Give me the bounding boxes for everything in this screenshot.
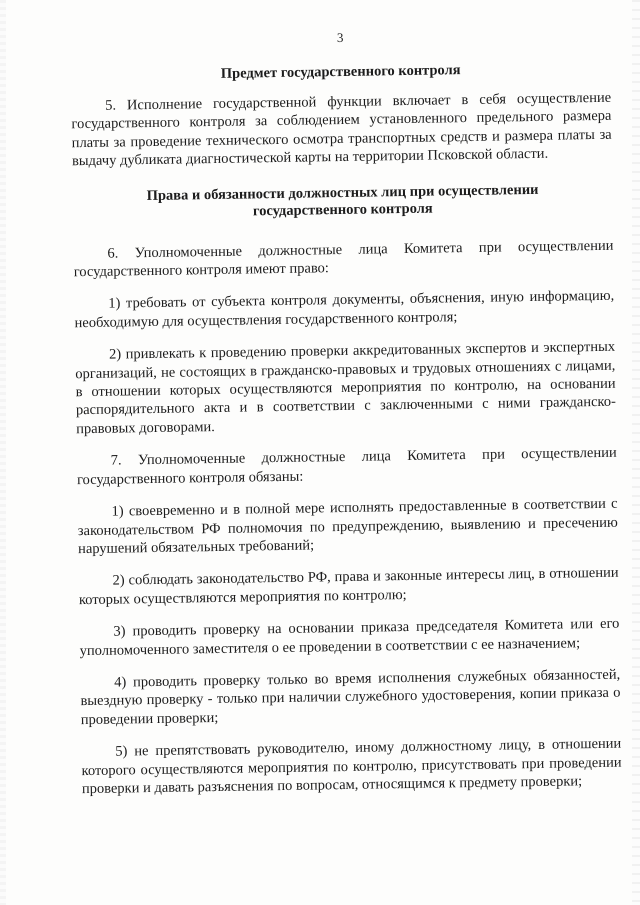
paragraph-6-item-2: 2) привлекать к проведению проверки аккредитованных экспертов и экспертных организаций, не состоящих в гражданско-правовых и трудовых отношениях с лицами, в отношении которых осуществляются мероприятия по контролю, на основании распорядительного акта и в соответствии с заключенными с ними гражданско-правовых договорами.: [75, 338, 617, 438]
section-heading-subject: Предмет государственного контроля: [220, 62, 461, 82]
paragraph-7-item-1: 1) своевременно и в полной мере исполнять предоставленные в соответствии с законодательством РФ полномочия по предупреждению, выявлению и пресечению нарушений обязательных требований;: [77, 495, 618, 558]
paragraph-5: 5. Исполнение государственной функции включает в себя осуществление государственного контроля за соблюдением установленного предельного размера платы за проведение технического осмотра транспортных средств и размера платы за выдачу дубликата диагностической карты на территории Псковской области.: [71, 89, 612, 170]
paragraph-6-item-1: 1) требовать от субъекта контроля документы, объяснения, иную информацию, необходимую для осуществления государственного контроля;: [74, 288, 615, 332]
page-content: [70, 26, 622, 813]
paragraph-7-item-4: 4) проводить проверку только во время исполнения служебных обязанностей, выездную проверку - только при наличии служебного удостоверения, копии приказа о проведении проверки;: [80, 666, 621, 728]
paragraph-7: 7. Уполномоченные должностные лица Комитета при осуществлении государственного контроля обязаны:: [76, 444, 617, 488]
paragraph-7-item-5: 5) не препятствовать руководителю, иному должностному лицу, в отношении которого осуществляются мероприятия по контролю, присутствовать при проведении проверки и давать разъяснения по вопросам, относящимся к предмету проверки;: [81, 735, 622, 798]
scan-edge-left: [0, 0, 6, 905]
paragraph-7-item-3: 3) проводить проверку на основании приказа председателя Комитета или его уполномоченного заместителя о ее проведении в соответствии с ее назначением;: [79, 615, 620, 659]
page-number: 3: [336, 29, 344, 46]
scan-edge-right: [632, 0, 640, 905]
section-heading-rights-line2: государственного контроля: [252, 200, 433, 220]
paragraph-6: 6. Уполномоченные должностные лица Комитета при осуществлении государственного контроля имеют право:: [73, 237, 614, 281]
paragraph-7-item-2: 2) соблюдать законодательство РФ, права и законные интересы лиц, в отношении которых осуществляются мероприятия по контролю;: [78, 565, 619, 608]
section-heading-rights: [72, 180, 612, 222]
section-heading-rights-line1: Права и обязанности должностных лиц при осуществлении: [146, 181, 539, 204]
